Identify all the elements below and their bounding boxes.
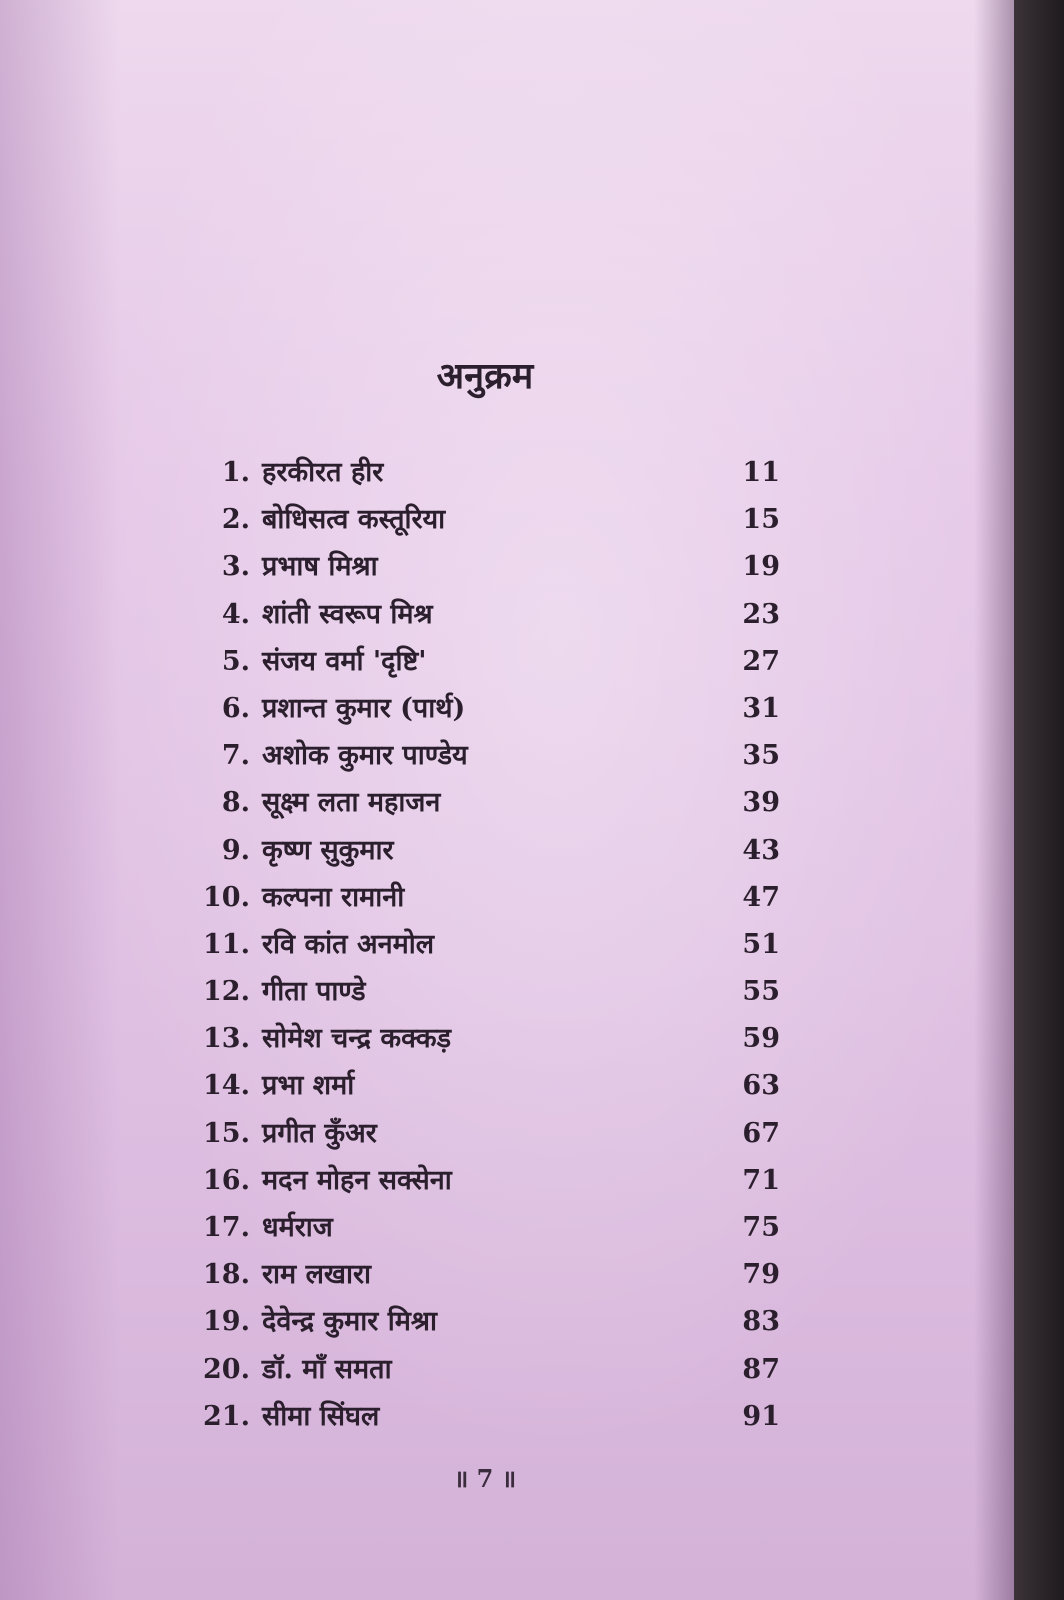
table-of-contents <box>200 452 780 1443</box>
entry-title: शांती स्वरूप मिश्र <box>262 598 433 630</box>
toc-entry <box>200 499 780 546</box>
entry-title: प्रशान्त कुमार (पार्थ) <box>262 692 466 724</box>
toc-entry <box>200 1301 780 1348</box>
book-spine-shadow <box>1014 0 1064 1600</box>
entry-title: अशोक कुमार पाण्डेय <box>262 740 468 772</box>
entry-number: 19. <box>203 1306 250 1338</box>
entry-number: 12. <box>203 976 250 1008</box>
toc-entry <box>200 1018 780 1065</box>
entry-page-number: 71 <box>742 1164 780 1196</box>
entry-title: रवि कांत अनमोल <box>262 928 435 960</box>
entry-page-number: 15 <box>742 504 780 536</box>
entry-page-number: 67 <box>742 1117 780 1149</box>
entry-page-number: 19 <box>742 551 780 583</box>
entry-title: देवेन्द्र कुमार मिश्रा <box>262 1306 437 1338</box>
entry-page-number: 27 <box>742 645 780 677</box>
entry-title: गीता पाण्डे <box>262 976 366 1008</box>
toc-entry <box>200 1160 780 1207</box>
toc-entry <box>200 1113 780 1160</box>
entry-page-number: 91 <box>742 1400 780 1432</box>
entry-title: मदन मोहन सक्सेना <box>262 1164 452 1196</box>
toc-entry <box>200 971 780 1018</box>
toc-entry <box>200 1254 780 1301</box>
entry-number: 1. <box>221 457 250 488</box>
toc-entry <box>200 1396 780 1443</box>
entry-page-number: 75 <box>742 1212 780 1243</box>
page-title: अनुक्रम <box>436 355 534 397</box>
entry-page-number: 39 <box>742 787 780 819</box>
entry-number: 11. <box>203 928 250 960</box>
entry-title: प्रभा शर्मा <box>262 1070 355 1102</box>
entry-number: 20. <box>203 1353 250 1385</box>
entry-title: डॉ. माँ समता <box>262 1353 392 1385</box>
entry-title: सीमा सिंघल <box>262 1400 380 1432</box>
entry-number: 13. <box>203 1023 250 1055</box>
toc-entry <box>200 924 780 971</box>
entry-title: कृष्ण सुकुमार <box>262 834 394 866</box>
entry-title: प्रभाष मिश्रा <box>262 551 378 583</box>
toc-entry <box>200 782 780 829</box>
entry-number: 9. <box>221 834 250 866</box>
toc-entry <box>200 830 780 877</box>
entry-page-number: 23 <box>742 598 780 630</box>
entry-page-number: 79 <box>742 1259 780 1291</box>
entry-page-number: 59 <box>742 1023 780 1055</box>
toc-entry <box>200 1349 780 1396</box>
entry-number: 2. <box>221 504 250 536</box>
entry-title: संजय वर्मा 'दृष्टि' <box>262 645 427 677</box>
entry-number: 5. <box>221 645 250 677</box>
entry-number: 7. <box>221 740 250 772</box>
entry-title: कल्पना रामानी <box>262 881 405 913</box>
entry-number: 17. <box>203 1212 250 1243</box>
entry-number: 16. <box>203 1164 250 1196</box>
entry-title: बोधिसत्व कस्तूरिया <box>262 504 446 536</box>
toc-entry <box>200 735 780 782</box>
entry-page-number: 11 <box>742 457 780 488</box>
entry-number: 4. <box>221 598 250 630</box>
page-number-footer: ॥ 7 ॥ <box>453 1464 517 1493</box>
entry-page-number: 51 <box>742 928 780 960</box>
toc-entry <box>200 641 780 688</box>
entry-number: 21. <box>203 1400 250 1432</box>
entry-page-number: 47 <box>742 881 780 913</box>
entry-number: 18. <box>203 1259 250 1291</box>
entry-title: धर्मराज <box>262 1212 333 1243</box>
entry-page-number: 43 <box>742 834 780 866</box>
entry-title: प्रगीत कुँअर <box>262 1117 377 1149</box>
entry-page-number: 31 <box>742 692 780 724</box>
entry-title: राम लखारा <box>262 1259 372 1291</box>
toc-entry <box>200 546 780 593</box>
entry-number: 14. <box>203 1070 250 1102</box>
entry-page-number: 83 <box>742 1306 780 1338</box>
toc-entry <box>200 452 780 499</box>
entry-title: सूक्ष्म लता महाजन <box>262 787 441 819</box>
toc-entry <box>200 1065 780 1112</box>
entry-title: सोमेश चन्द्र कक्कड़ <box>262 1023 452 1055</box>
entry-number: 8. <box>221 787 250 819</box>
entry-page-number: 35 <box>742 740 780 772</box>
toc-entry <box>200 594 780 641</box>
entry-title: हरकीरत हीर <box>262 457 384 488</box>
entry-page-number: 87 <box>742 1353 780 1385</box>
entry-number: 6. <box>221 692 250 724</box>
toc-entry <box>200 877 780 924</box>
entry-number: 3. <box>221 551 250 583</box>
entry-number: 15. <box>203 1117 250 1149</box>
entry-page-number: 63 <box>742 1070 780 1102</box>
toc-entry <box>200 1207 780 1254</box>
toc-entry <box>200 688 780 735</box>
entry-number: 10. <box>203 881 250 913</box>
entry-page-number: 55 <box>742 976 780 1008</box>
